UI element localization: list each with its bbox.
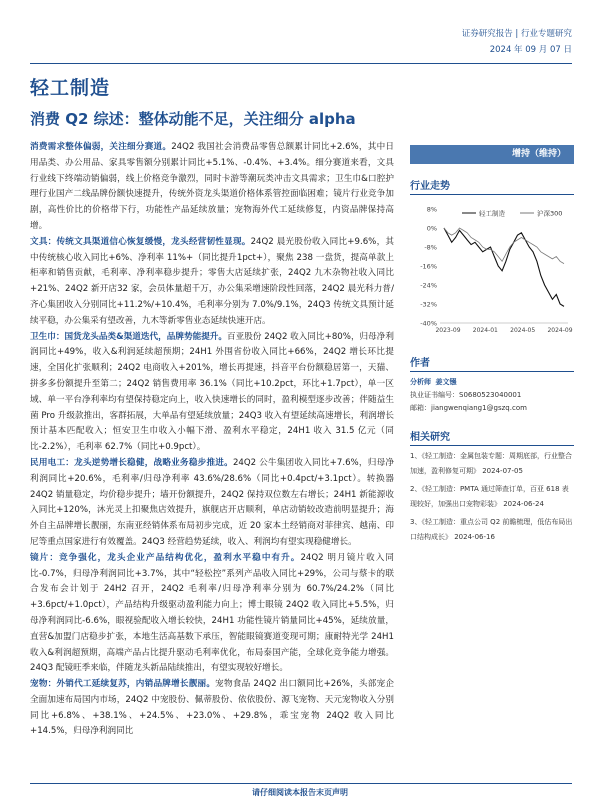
paragraph-text: 百亚股份 24Q2 收入同比+80%，归母净利润同比+49%，收入&利润延续超预期；24H1 外围省份收入同比+66%，24Q2 增长环比提速，全国化扩张顺利；24Q2 电商收入+201%，增长再提速，抖音平台份额稳居第一，天猫、拼多多份额提升至第二；24Q2 销售费用率 36.1%（同比+10.2pct，环比+1.7pct），单一区域、单一平台净利率均有望保持稳定向上，收入快速增长的同时，盈利模型逐步改善；伴随益生菌 Pro 升级款推出，客群拓展，大单品有望延续放量；24Q3 收入有望延续高速增长，利润增长预计基本匹配收入；恒安卫生巾收入小幅下滑、盈利水平稳定，24H1 收入 31.5 亿元（同比-2.2%），毛利率 62.7%（同比+0.9pct）。 (30, 331, 394, 453)
report-date: 2024 年 09 月 07 日 (489, 45, 572, 55)
paragraph-lead: 消费需求整体偏弱，关注细分赛道。 (30, 142, 172, 152)
paragraph-lead: 宠物：外销代工延续复苏，内销品牌增长靓丽。 (30, 679, 216, 690)
report-header (462, 26, 572, 58)
paragraph-lead: 卫生巾：国货龙头品类&渠道迭代，品牌势能提升。 (30, 331, 228, 342)
report-type: 证券研究报告 | 行业专题研究 (461, 29, 572, 39)
footer-disclaimer: 请仔细阅读本报告末页声明 (252, 788, 348, 797)
y-tick-label: 0% (426, 224, 437, 233)
paragraph-electrical (30, 456, 394, 551)
related-report[interactable]: 1、《轻工制造：金属包装专题：周期底部，行业整合加速，盈利修复可期》 2024-07-05 (410, 452, 572, 475)
paragraph-lenses (30, 551, 394, 677)
legend-label: 轻工制造 (479, 209, 505, 218)
industry-name: 轻工制造 (30, 77, 111, 99)
footer-divider (30, 783, 572, 784)
paragraph-text: 24Q2 晨光股份收入同比+9.6%，其中传统核心收入同比+6%、净利率 11%+（同比提升1pct+），聚焦 238 一盘货，提高单款上柜率和销售贡献，毛利率、净利率稳步提升；零售大店延续扩张，24Q2 九木杂物社收入同比+21%、24Q2 新开店32 家，会员体量超千万，办公集采增速阶段性回落，24Q2 晨光科力普/齐心集团收入分别同比+11.2%/+10.4%，毛利率分别为 7.0%/9.1%，24Q3 传统文具预计延续平稳，办公集采有望改善，九木等新零售业态延续快速开店。 (30, 236, 394, 326)
analyst-name: 姜文镪 (435, 378, 457, 386)
license-number: 执业证书编号：S0680523040001 (410, 391, 522, 399)
paragraph-pets (30, 677, 394, 740)
author-block (410, 376, 574, 415)
header-divider (30, 63, 572, 64)
y-tick-label: -24% (420, 281, 437, 290)
trend-heading: 行业走势 (410, 177, 574, 195)
y-tick-label: -16% (420, 262, 437, 271)
x-tick-label: 2024-05 (510, 327, 536, 334)
x-tick-label: 2024-09 (547, 327, 573, 334)
legend-label: 沪深300 (537, 209, 563, 218)
x-tick-label: 2024-01 (472, 327, 498, 334)
y-tick-label: -40% (420, 319, 437, 328)
author-heading: 作者 (410, 354, 574, 372)
trend-chart-svg (410, 201, 574, 341)
report-title: 消费 Q2 综述：整体动能不足，关注细分 alpha (30, 110, 356, 128)
paragraph-stationery (30, 235, 394, 330)
related-report[interactable]: 3、《轻工制造：重点公司 Q2 前瞻梳理，低估布局出口结构成长》 2024-06-16 (410, 518, 573, 541)
paragraph-text: 24Q2 我国社会消费品零售总额累计同比+2.6%，其中日用品类、办公用品、家具零售额分别累计同比+5.1%、-0.4%、+3.4%。细分赛道来看，文具行业线下终端动销偏弱，线上价格竞争激烈，同时卡游等潮玩类冲击文具需求；卫生巾&口腔护理行业国产二线品牌份额快速提升，传统外资龙头渠道价格体系管控面临困难；镜片行业竞争加剧，高性价比的价格带下行，功能性产品延续放量；宠物海外代工延续修复，内资品牌保持高增。 (30, 142, 395, 231)
y-tick-label: 8% (426, 205, 437, 214)
report-body (30, 140, 394, 740)
paragraph-text: 24Q2 明月镜片收入同比-0.7%，归母净利润同比+3.7%，其中“轻松控”系列产品收入同比+29%，公司与蔡卡的联合发布会计划于 24H2 召开，24Q2 毛利率/归母净利率分别为 60.7%/24.2%（同比+3.6pct/+1.0pct），产品结构升级驱动盈利能力向上；博士眼镜 24Q2 收入同比+5.5%，归母净利润同比-6.6%，眼视验配收入增长较快，24H1 功能性镜片销量同比+45%，延续放量，直营&加盟门店稳步扩张，本地生活高基数下承压，智能眼镜赛道变现可期；康耐特光学 24H1 收入&利润超预期，高端产品占比提升驱动毛利率优化，布局泰国产能，全球化竞争能力增强。24Q3 配镜旺季来临，伴随龙头新品陆续推出，有望实现较好增长。 (30, 552, 395, 674)
paragraph-lead: 文具：传统文具渠道信心恢复缓慢，龙头经营韧性显现。 (30, 236, 251, 247)
paragraph-text: 24Q2 公牛集团收入同比+7.6%，归母净利润同比+20.6%，毛利率/归母净利率 43.6%/28.6%（同比+0.4pct/+3.1pct）。转换器 24Q2 销量稳定，均价稳步提升；墙开份额提升，24Q2 保持双位数左右增长；24H1 新能源收入同比+120%，沐光灵上扣聚焦店效提升，旗舰店开店顺利，单店动销较改造前明显提升；海外自主品牌增长靓丽，东南亚经销体系布局初步完成，近 20 家本土经销商对菲律宾、越南、印尼等重点国家进行有效覆盖。24Q3 经营趋势延续，收入、利润均有望实现稳健增长。 (30, 457, 394, 547)
paragraph-lead: 民用电工：龙头逆势增长稳健，战略业务稳步推进。 (30, 457, 233, 468)
related-report[interactable]: 2、《轻工制造：PMTA 通过筛查订单，百亚 618 表现较好，加强出口宠物彩装》 2024-06-24 (410, 485, 569, 508)
y-tick-label: -32% (420, 300, 437, 309)
x-tick-label: 2023-09 (435, 327, 461, 334)
analyst-line (410, 376, 574, 389)
analyst-email[interactable]: 邮箱：jiangwenqiang1@gszq.com (410, 404, 527, 412)
sidebar (410, 145, 574, 545)
rating-badge: 增持（维持） (410, 145, 574, 164)
series-line (444, 228, 564, 306)
related-heading: 相关研究 (410, 428, 574, 446)
analyst-label: 分析师 (410, 378, 431, 386)
paragraph-lead: 镜片：竞争强化，龙头企业产品结构优化，盈利水平稳中有升。 (30, 552, 301, 563)
paragraph-sanitary (30, 330, 394, 456)
paragraph-overview (30, 140, 394, 235)
paragraph-text: 宠物食品 24Q2 出口额同比+26%，头部宠企全面加速布局国内市场，24Q2 中宠股份、佩蒂股份、依依股份、源飞宠物、天元宠物收入分别同比+6.8%、+38.1%、+24.5%、+23.0%、+29.8%，乖宝宠物 24Q2 收入同比+14.5%，归母净利润同比 (30, 679, 394, 737)
y-tick-label: -8% (424, 243, 437, 252)
trend-chart (410, 201, 574, 341)
